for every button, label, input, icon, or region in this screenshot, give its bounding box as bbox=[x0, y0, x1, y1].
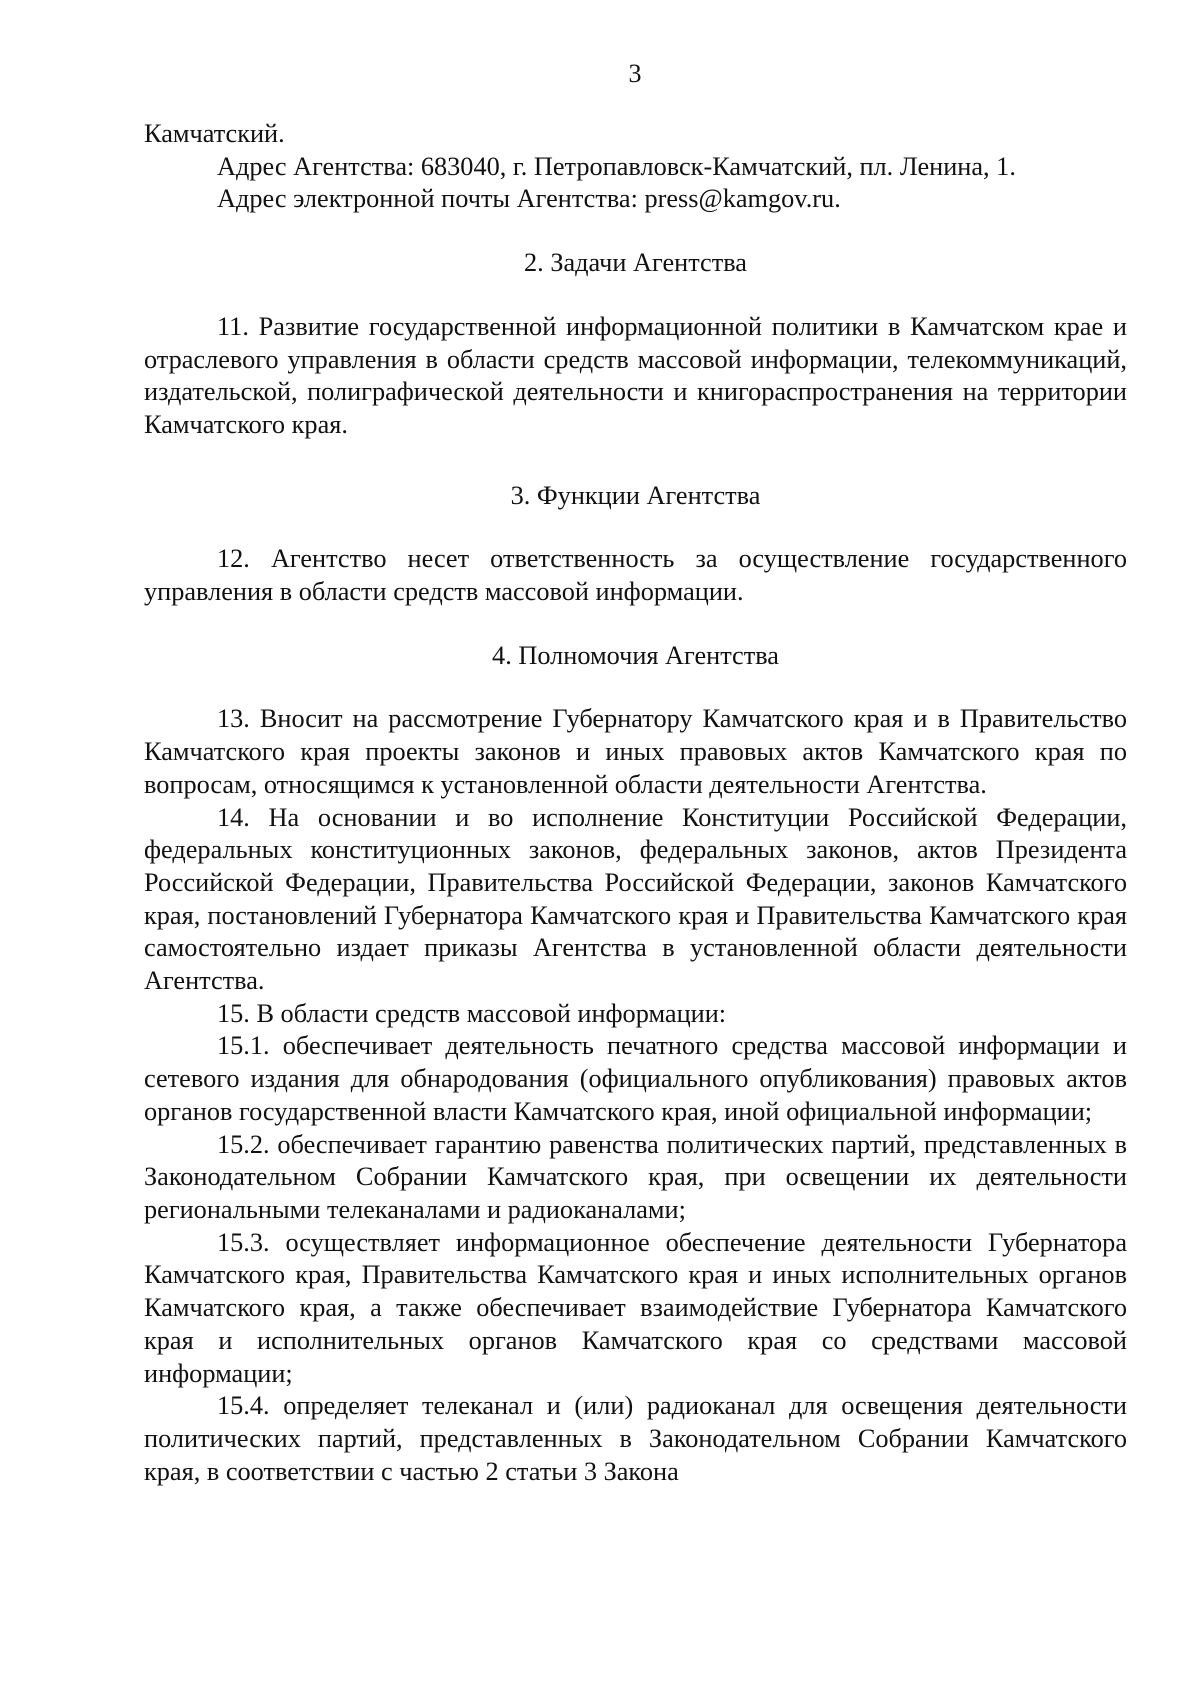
agency-address: Адрес Агентства: 683040, г. Петропавловск-Камчатский, пл. Ленина, 1. bbox=[217, 151, 1016, 181]
section-heading-powers: 4. Полномочия Агентства bbox=[492, 640, 779, 670]
paragraph-11: 11. Развитие государственной информационной политики в Камчатском крае и отраслевого управления в области средств массовой информации, телекоммуникаций, издательской, полиграфической деятельности и книгораспространения на территории Камчатского края. bbox=[144, 311, 1127, 439]
spacer bbox=[144, 512, 1127, 543]
section-heading-functions: 3. Функции Агентства bbox=[510, 480, 761, 510]
paragraph-12: 12. Агентство несет ответственность за осуществление государственного управления в области средств массовой информации. bbox=[144, 544, 1127, 607]
document-body bbox=[144, 118, 1127, 1488]
spacer bbox=[144, 216, 1127, 247]
page-number: 3 bbox=[628, 59, 642, 88]
intro-continuation: Камчатский. bbox=[144, 119, 285, 148]
paragraph-15-1: 15.1. обеспечивает деятельность печатного средства массовой информации и сетевого издания для обнародования (официального опубликования) правовых актов органов государственной власти Камчатского края, иной официальной информации; bbox=[144, 1031, 1127, 1126]
section-heading-tasks: 2. Задачи Агентства bbox=[524, 248, 747, 278]
paragraph-15-4: 15.4. определяет телеканал и (или) радиоканал для освещения деятельности политических партий, представленных в Законодательном Собрании Камчатского края, в соответствии с частью 2 статьи 3 Закона bbox=[144, 1391, 1127, 1486]
spacer bbox=[144, 280, 1127, 311]
spacer bbox=[144, 672, 1127, 703]
paragraph-15: 15. В области средств массовой информации: bbox=[217, 998, 727, 1028]
agency-email: Адрес электронной почты Агентства: press@kamgov.ru. bbox=[217, 184, 841, 214]
spacer bbox=[144, 609, 1127, 640]
spacer bbox=[144, 442, 1127, 480]
paragraph-15-2: 15.2. обеспечивает гарантию равенства политических партий, представленных в Законодательном Собрании Камчатского края, при освещении их деятельности региональными телеканалами и радиоканалами; bbox=[144, 1129, 1127, 1224]
paragraph-14: 14. На основании и во исполнение Конституции Российской Федерации, федеральных конституционных законов, федеральных законов, актов Президента Российской Федерации, Правительства Российской Федерации, законов Камчатского края, постановлений Губернатора Камчатского края и Правительства Камчатского края самостоятельно издает приказы Агентства в установленной области деятельности Агентства. bbox=[144, 802, 1127, 996]
paragraph-13: 13. Вносит на рассмотрение Губернатору Камчатского края и в Правительство Камчатского края проекты законов и иных правовых актов Камчатского края по вопросам, относящимся к установленной области деятельности Агентства. bbox=[144, 704, 1127, 799]
paragraph-15-3: 15.3. осуществляет информационное обеспечение деятельности Губернатора Камчатского края, Правительства Камчатского края и иных исполнительных органов Камчатского края, а также обеспечивает взаимодействие Губернатора Камчатского края и исполнительных органов Камчатского края со средствами массовой информации; bbox=[144, 1227, 1127, 1388]
